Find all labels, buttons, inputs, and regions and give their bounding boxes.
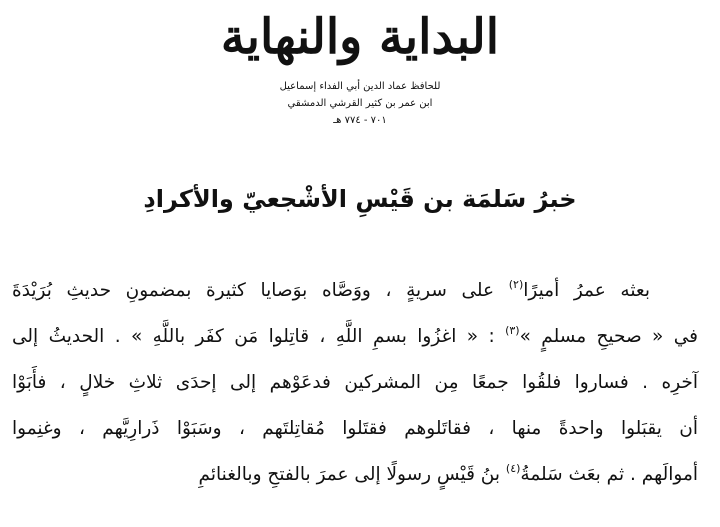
chapter-title: خبرُ سَلمَة بن قَيْسِ الأشْجعيّ والأكرادِ bbox=[143, 185, 577, 213]
book-body-text bbox=[12, 268, 698, 498]
author-dates: ٧٠١ - ٧٧٤ هـ bbox=[333, 115, 387, 126]
author-line-1: للحافظ عماد الدين أبي الفداء إسماعيل bbox=[279, 81, 441, 92]
text-line-1-rest: على سريةٍ ، ووَصَّاه بوَصايا كثيرة بمضمونِ حديثِ بُرَيْدَةَ bbox=[12, 280, 509, 301]
footnote-reference-4: (٤) bbox=[505, 462, 521, 475]
book-header bbox=[210, 8, 510, 129]
text-line-5-start: أموالَهم . ثم بعَث سَلمةُ bbox=[520, 464, 698, 485]
text-line-1 bbox=[12, 268, 650, 314]
text-line-2-rest: : « اغزُوا بسمِ اللَّهِ ، قاتِلوا مَن كفَر باللَّهِ » . الحديثُ إلى bbox=[12, 326, 506, 347]
text-line-4: أن يقبَلوا واحدةً منها ، فقاتَلوهم فقتَلوا مُقاتِلتَهم ، وسَبَوْا ذَرارِيَّهم ، وغنِموا bbox=[12, 418, 698, 439]
author-line-2: ابن عمر بن كثير القرشي الدمشقي bbox=[287, 98, 433, 109]
footnote-reference-3: (٣) bbox=[505, 324, 520, 337]
book-title: البداية والنهاية bbox=[220, 9, 500, 65]
text-line-2-start: في « صحيحِ مسلمٍ » bbox=[519, 326, 698, 347]
footnote-reference-2: (٢) bbox=[508, 278, 524, 291]
text-line-2 bbox=[12, 314, 698, 360]
text-line-5-rest: بنُ قَيْسٍ رسولًا إلى عمرَ بالفتحِ وبالغنائمِ bbox=[198, 464, 506, 485]
text-line-1-start: بعثه عمرُ أميرًا bbox=[523, 280, 650, 301]
text-line-5 bbox=[12, 452, 698, 498]
text-line-3: آخرِه . فساروا فلقُوا جمعًا مِن المشركين فدعَوْهم إلى إحدَى ثلاثِ خلالٍ ، فأَبَوْا bbox=[12, 372, 698, 393]
